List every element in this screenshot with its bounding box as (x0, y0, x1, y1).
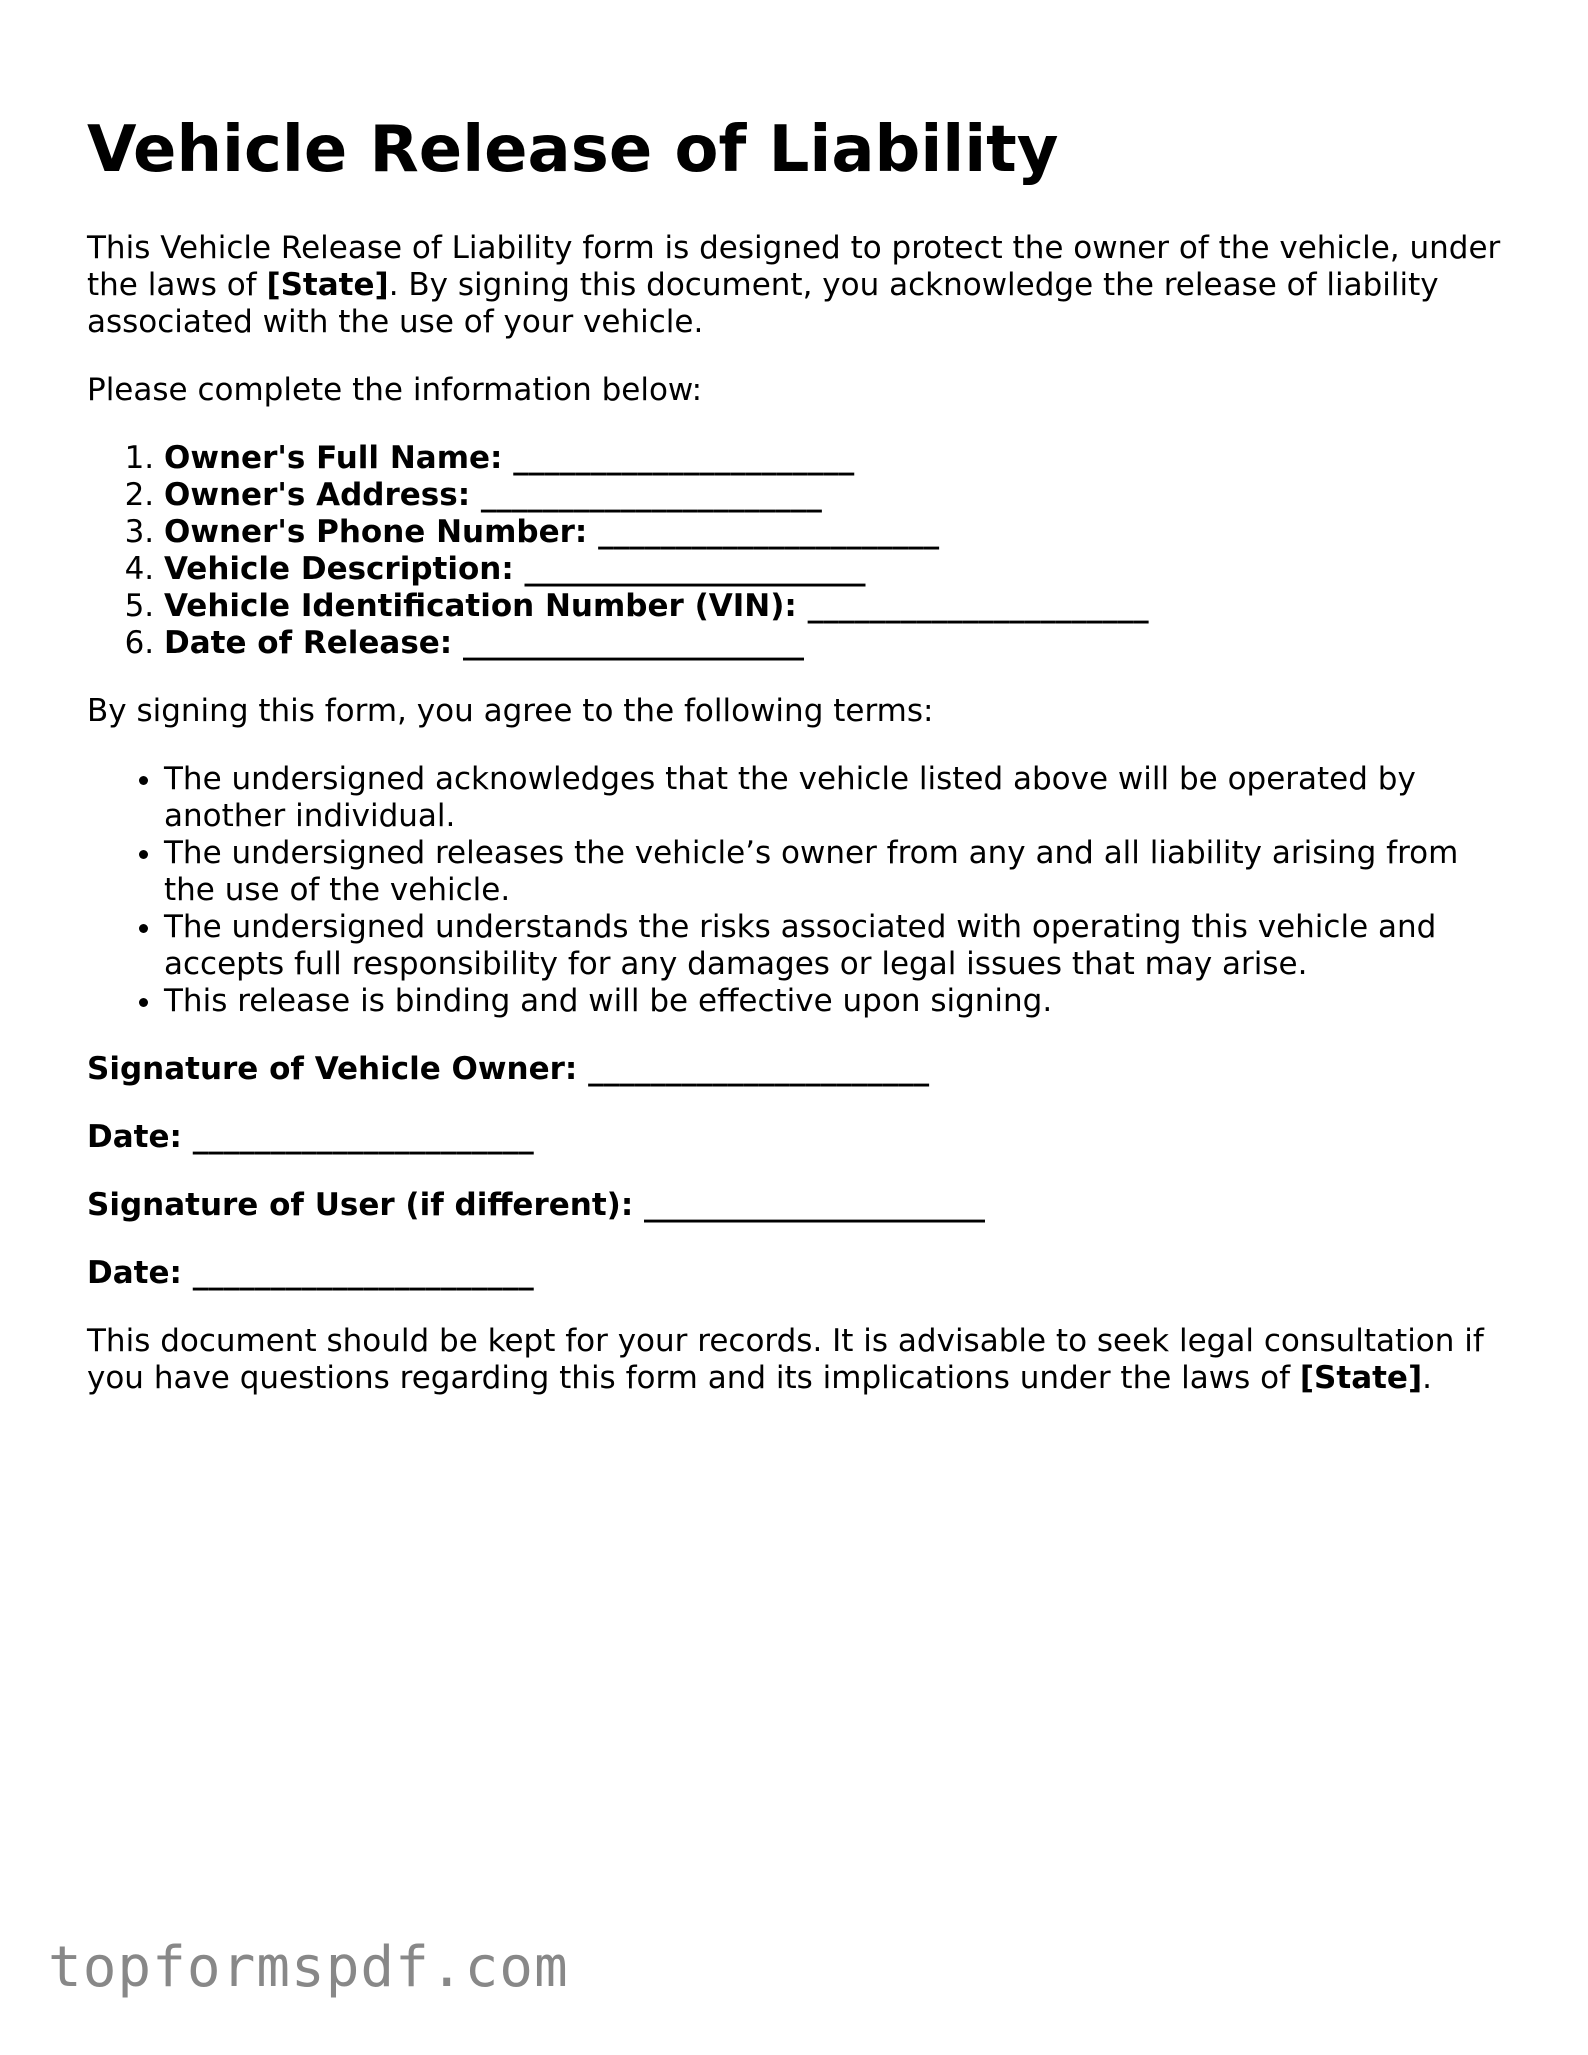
date-label: Date: (87, 1119, 182, 1155)
term-item: • The undersigned acknowledges that the vehicle listed above will be operated by another individual. (164, 761, 1517, 835)
field-label: Vehicle Description: (164, 551, 514, 587)
instruction-text: Please complete the information below: (87, 372, 703, 408)
document-page (87, 106, 1517, 1428)
field-vehicle-description (164, 551, 1517, 588)
terms-list (87, 761, 1517, 1020)
signature-user-line (87, 1187, 1517, 1224)
field-blank[interactable]: ______________________ (807, 588, 1149, 624)
terms-intro: By signing this form, you agree to the following terms: (87, 693, 934, 729)
closing-text-part2: . (1422, 1360, 1432, 1396)
closing-paragraph (87, 1323, 1517, 1397)
term-item: • The undersigned understands the risks associated with operating this vehicle and accepts full responsibility for any damages or legal issues that may arise. (164, 909, 1517, 983)
watermark-text: topformspdf.com (48, 1935, 569, 2000)
field-owner-address (164, 477, 1517, 514)
field-label: Vehicle Identification Number (VIN): (164, 588, 797, 624)
term-item: • This release is binding and will be effective upon signing. (164, 983, 1517, 1020)
field-label: Owner's Address: (164, 477, 471, 513)
signature-blank[interactable]: ______________________ (588, 1051, 930, 1087)
user-date-line (87, 1255, 1517, 1292)
field-owner-full-name (164, 440, 1517, 477)
field-blank[interactable]: ______________________ (524, 551, 866, 587)
field-owner-phone (164, 514, 1517, 551)
field-blank[interactable]: ______________________ (463, 625, 804, 661)
date-label: Date: (87, 1255, 182, 1291)
field-label: Date of Release: (164, 625, 453, 661)
signature-owner-line (87, 1051, 1517, 1088)
field-blank[interactable]: ______________________ (480, 477, 822, 513)
field-vin (164, 588, 1517, 625)
signature-label: Signature of Vehicle Owner: (87, 1051, 578, 1087)
closing-state-placeholder: [State] (1299, 1360, 1423, 1396)
field-blank[interactable]: ______________________ (598, 514, 940, 550)
signature-blank[interactable]: ______________________ (644, 1187, 986, 1223)
intro-state-placeholder: [State] (266, 267, 389, 303)
closing-text-part1: This document should be kept for your records. It is advisable to seek legal consultation if you have questions regarding this form and its implications under the laws of (87, 1323, 1484, 1396)
signature-label: Signature of User (if different): (87, 1187, 634, 1223)
field-date-of-release (164, 625, 1517, 662)
intro-text-part2: . By signing this document, you acknowledge the release of liability associated with the use of your vehicle. (87, 267, 1439, 340)
date-blank[interactable]: ______________________ (192, 1119, 534, 1155)
field-label: Owner's Phone Number: (164, 514, 588, 550)
field-label: Owner's Full Name: (164, 440, 503, 476)
fields-list (87, 440, 1517, 662)
owner-date-line (87, 1119, 1517, 1156)
date-blank[interactable]: ______________________ (192, 1255, 534, 1291)
page-title: Vehicle Release of Liability (87, 113, 1059, 187)
intro-text-part1: This Vehicle Release of Liability form is designed to protect the owner of the vehicle, under the laws of (87, 230, 1501, 303)
intro-paragraph (87, 230, 1517, 341)
field-blank[interactable]: ______________________ (513, 440, 855, 476)
term-item: • The undersigned releases the vehicle’s owner from any and all liability arising from the use of the vehicle. (164, 835, 1517, 909)
